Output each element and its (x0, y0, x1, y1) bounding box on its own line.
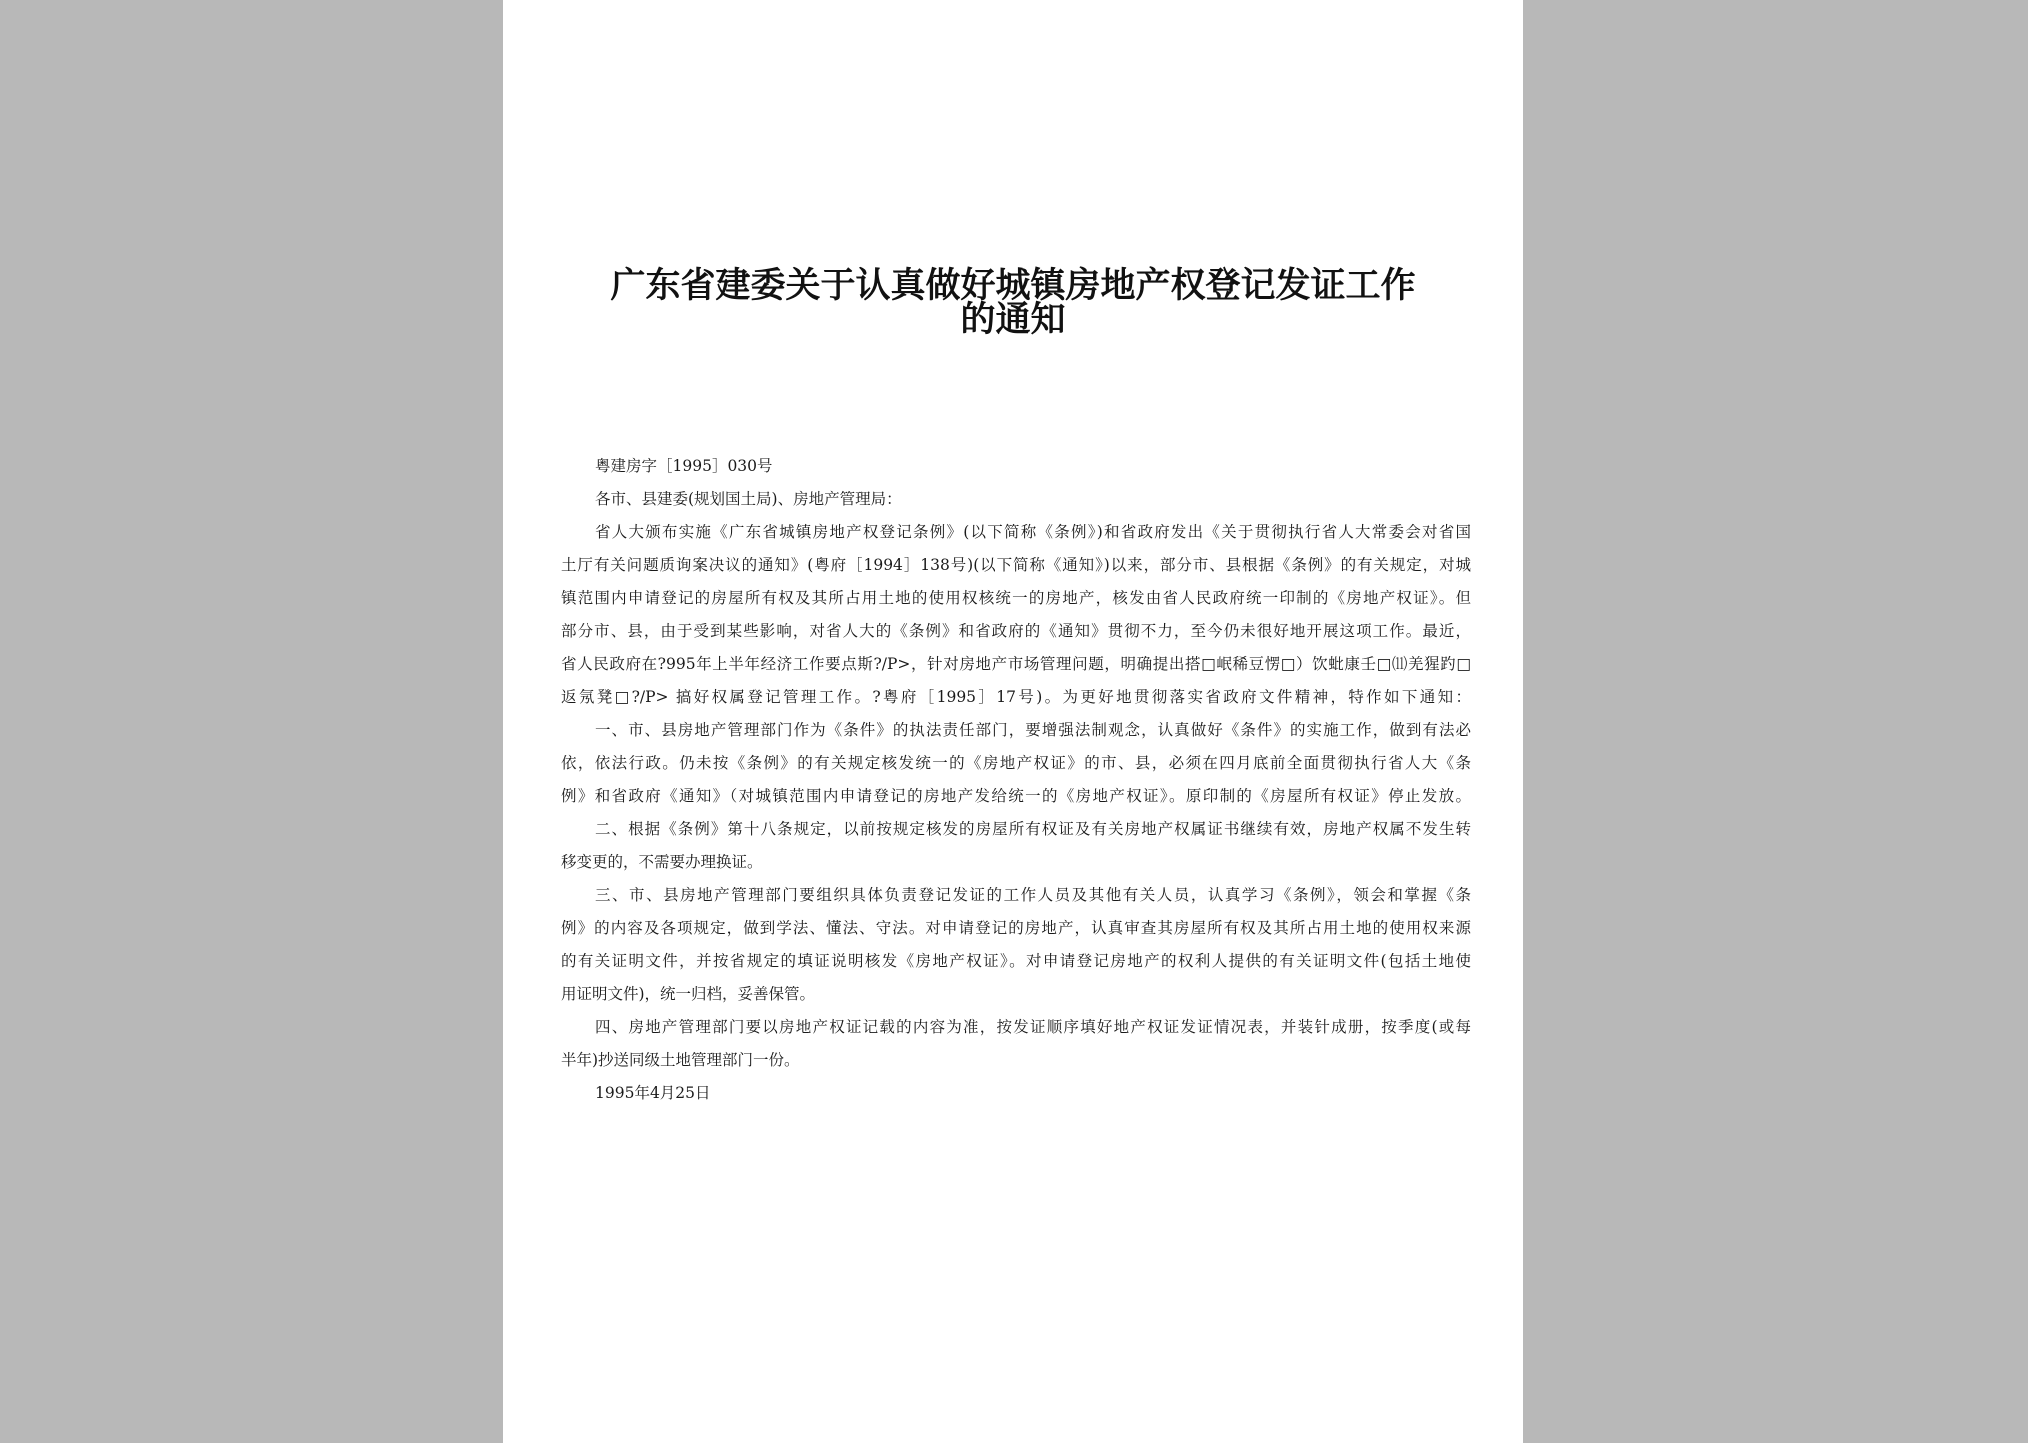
document-text-line: 一、市、县房地产管理部门作为《条件》的执法责任部门，要增强法制观念，认真做好《条件》的实施工作，做到有法必 (595, 721, 1471, 739)
document-text-line: 1995年4月25日 (595, 1084, 711, 1102)
document-text-line: 省人大颁布实施《广东省城镇房地产权登记条例》(以下简称《条例》)和省政府发出《关于贯彻执行省人大常委会对省国 (595, 523, 1471, 541)
document-page (503, 0, 1523, 1443)
document-text-line: 镇范围内申请登记的房屋所有权及其所占用土地的使用权核统一的房地产，核发由省人民政府统一印制的《房地产权证》。但 (561, 589, 1471, 607)
document-text-line: 依，依法行政。仍未按《条例》的有关规定核发统一的《房地产权证》的市、县，必须在四月底前全面贯彻执行省人大《条 (561, 754, 1471, 772)
document-text-line: 半年)抄送同级土地管理部门一份。 (561, 1051, 800, 1069)
document-text-line: 三、市、县房地产管理部门要组织具体负责登记发证的工作人员及其他有关人员，认真学习《条例》，领会和掌握《条 (595, 886, 1471, 904)
document-text-line: 二、根据《条例》第十八条规定，以前按规定核发的房屋所有权证及有关房地产权属证书继续有效，房地产权属不发生转 (595, 820, 1471, 838)
document-text-line: 部分市、县，由于受到某些影响，对省人大的《条例》和省政府的《通知》贯彻不力，至今仍未很好地开展这项工作。最近， (561, 622, 1471, 640)
document-text-line: 各市、县建委(规划国土局)、房地产管理局： (595, 490, 902, 508)
document-text-line: 移变更的，不需要办理换证。 (561, 853, 763, 871)
document-text-line: 返氖凳□?/P> 搞好权属登记管理工作。?粤府［1995］17号)。为更好地贯彻落实省政府文件精神，特作如下通知： (561, 688, 1471, 706)
document-title-line-2: 的通知 (960, 299, 1066, 340)
document-title-line-1: 广东省建委关于认真做好城镇房地产权登记发证工作 (610, 265, 1416, 306)
document-text-line: 的有关证明文件，并按省规定的填证说明核发《房地产权证》。对申请登记房地产的权利人提供的有关证明文件(包括土地使 (561, 952, 1471, 970)
document-text-line: 用证明文件)，统一归档，妥善保管。 (561, 985, 816, 1003)
document-text-line: 土厅有关问题质询案决议的通知》(粤府［1994］138号)(以下简称《通知》)以来，部分市、县根据《条例》的有关规定，对城 (561, 556, 1471, 574)
document-text-line: 省人民政府在?995年上半年经济工作要点斯?/P>，针对房地产市场管理问题，明确提出搭□岷稀豆愣□）饮蚍康壬□⑾羌猩趵□ (561, 655, 1471, 673)
document-text-line: 粤建房字［1995］030号 (595, 457, 773, 475)
document-text-line: 例》的内容及各项规定，做到学法、懂法、守法。对申请登记的房地产，认真审查其房屋所有权及其所占用土地的使用权来源 (561, 919, 1471, 937)
document-body (561, 450, 1471, 1110)
document-text-line: 例》和省政府《通知》（对城镇范围内申请登记的房地产发给统一的《房地产权证》。原印制的《房屋所有权证》停止发放。 (561, 787, 1471, 805)
document-text-line: 四、房地产管理部门要以房地产权证记载的内容为准，按发证顺序填好地产权证发证情况表，并装针成册，按季度(或每 (595, 1018, 1471, 1036)
